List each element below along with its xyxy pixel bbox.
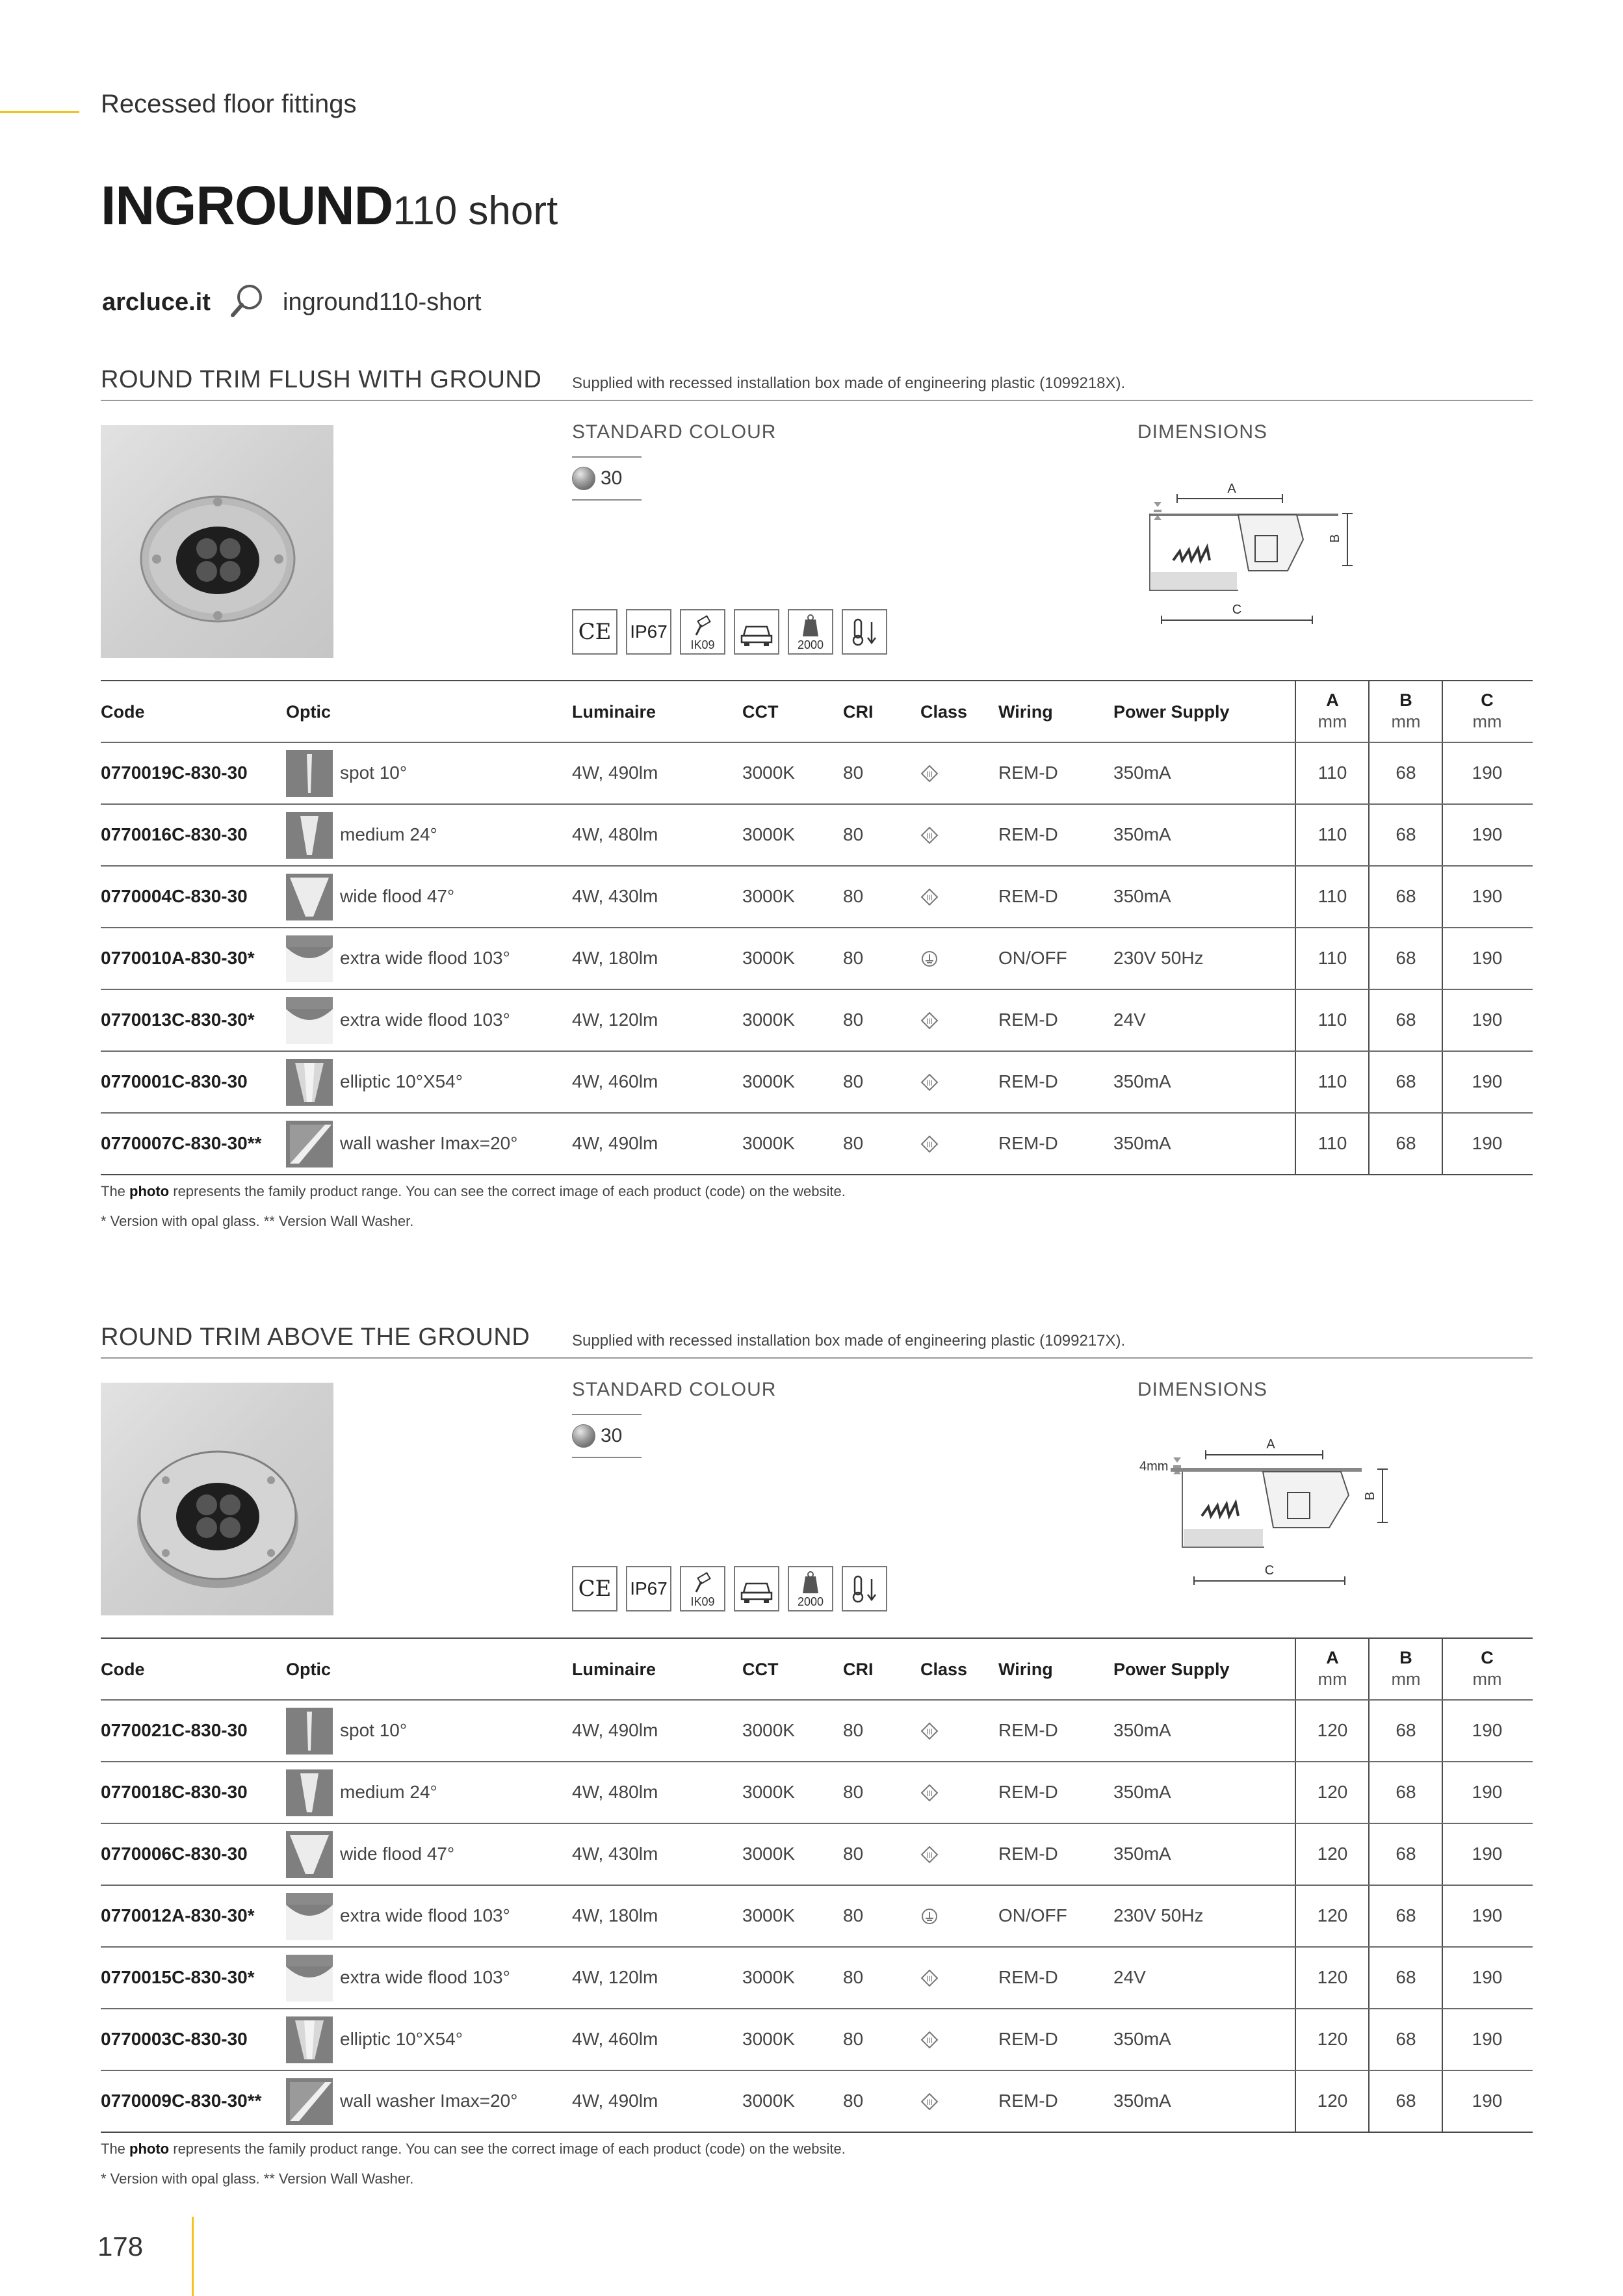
photo-note: The photo represents the family product range. You can see the correct image of each product (code) on the website.	[101, 2141, 846, 2157]
svg-text:4mm: 4mm	[1139, 1459, 1169, 1474]
cri-value: 80	[843, 1781, 864, 1802]
load-weight-icon: 2000	[788, 1566, 833, 1611]
colour-option[interactable]	[572, 456, 642, 501]
row-rule	[101, 1946, 1533, 1948]
standard-colour-label: STANDARD COLOUR	[572, 421, 777, 443]
colour-code: 30	[601, 467, 623, 489]
colour-swatch	[572, 1424, 595, 1448]
dim-c-value: 190	[1472, 824, 1503, 844]
wiring-value: REM-D	[998, 2090, 1058, 2111]
elliptic-optic-icon	[286, 1059, 333, 1106]
dim-a-value: 120	[1317, 1905, 1348, 1925]
col-optic: Optic	[286, 1660, 331, 1679]
svg-text:A: A	[1227, 482, 1236, 496]
class-3-icon	[920, 888, 939, 906]
optic-label: extra wide flood 103°	[340, 1905, 510, 1925]
power-supply-value: 350mA	[1113, 1719, 1171, 1740]
row-rule	[101, 742, 1533, 743]
dim-b-value: 68	[1396, 762, 1416, 783]
dim-c-value: 190	[1472, 885, 1503, 906]
optic-label: spot 10°	[340, 1719, 408, 1740]
dim-a-value: 110	[1318, 1071, 1347, 1091]
dim-a-value: 110	[1318, 947, 1347, 968]
dim-b-value: 68	[1396, 2028, 1416, 2049]
power-supply-value: 350mA	[1113, 1781, 1171, 1802]
power-supply-value: 350mA	[1113, 1071, 1171, 1091]
low-temperature-icon	[842, 1566, 887, 1611]
wiring-value: ON/OFF	[998, 1905, 1067, 1925]
low-temperature-icon	[842, 609, 887, 655]
wiring-value: ON/OFF	[998, 947, 1067, 968]
product-code[interactable]: 0770021C-830-30	[101, 1719, 248, 1740]
colour-swatch	[572, 467, 595, 490]
luminaire-value: 4W, 490lm	[572, 762, 658, 783]
power-supply-value: 230V 50Hz	[1113, 1905, 1204, 1925]
row-rule	[101, 865, 1533, 867]
ip67-icon: IP67	[626, 609, 671, 655]
wiring-value: REM-D	[998, 1966, 1058, 1987]
wiring-value: REM-D	[998, 762, 1058, 783]
ik09-hammer-icon: IK09	[680, 609, 725, 655]
dim-c-value: 190	[1472, 762, 1503, 783]
col-c: C mm	[1472, 1648, 1502, 1689]
power-supply-value: 350mA	[1113, 1843, 1171, 1864]
col-luminaire: Luminaire	[572, 702, 656, 722]
page-number: 178	[97, 2231, 144, 2262]
dim-c-value: 190	[1472, 1781, 1503, 1802]
dim-a-value: 110	[1318, 1009, 1347, 1030]
cct-value: 3000K	[742, 947, 795, 968]
svg-text:III: III	[926, 1788, 933, 1798]
luminaire-value: 4W, 430lm	[572, 885, 658, 906]
product-code[interactable]: 0770016C-830-30	[101, 824, 248, 844]
cri-value: 80	[843, 1719, 864, 1740]
supplied-note: Supplied with recessed installation box made of engineering plastic (1099218X).	[572, 374, 1126, 392]
dim-a-value: 120	[1317, 1966, 1348, 1987]
cct-value: 3000K	[742, 1905, 795, 1925]
wiring-value: REM-D	[998, 1843, 1058, 1864]
product-code[interactable]: 0770013C-830-30*	[101, 1009, 255, 1030]
ik09-hammer-icon: IK09	[680, 1566, 725, 1611]
dim-c-value: 190	[1472, 1132, 1503, 1153]
load-weight-icon: 2000	[788, 609, 833, 655]
cri-value: 80	[843, 1132, 864, 1153]
class-3-icon	[920, 1969, 939, 1987]
svg-text:III: III	[926, 831, 933, 841]
cri-value: 80	[843, 1843, 864, 1864]
col-power-supply: Power Supply	[1113, 1660, 1230, 1679]
table-bottom-rule	[101, 1174, 1533, 1175]
luminaire-value: 4W, 180lm	[572, 1905, 658, 1925]
search-icon[interactable]	[229, 283, 265, 319]
dim-c-value: 190	[1472, 1719, 1503, 1740]
dim-c-value: 190	[1472, 2090, 1503, 2111]
header-accent-line	[0, 111, 79, 113]
product-code[interactable]: 0770009C-830-30**	[101, 2090, 262, 2111]
row-rule	[101, 927, 1533, 928]
row-rule	[101, 2008, 1533, 2009]
cct-value: 3000K	[742, 1781, 795, 1802]
elliptic-optic-icon	[286, 2016, 333, 2063]
power-supply-value: 24V	[1113, 1966, 1146, 1987]
dimension-drawing	[1134, 1430, 1394, 1586]
class-3-icon	[920, 2031, 939, 2049]
dimensions-label: DIMENSIONS	[1137, 1379, 1268, 1400]
col-luminaire: Luminaire	[572, 1660, 656, 1679]
cri-value: 80	[843, 947, 864, 968]
row-rule	[101, 1761, 1533, 1762]
class-3-icon	[920, 1784, 939, 1802]
dim-c-value: 190	[1472, 2028, 1503, 2049]
dimensions-label: DIMENSIONS	[1137, 421, 1268, 443]
standard-colour-label: STANDARD COLOUR	[572, 1379, 777, 1400]
cri-value: 80	[843, 1905, 864, 1925]
dimension-drawing	[1134, 475, 1355, 624]
table-top-rule	[101, 680, 1533, 681]
extra-wide-optic-icon	[286, 1955, 333, 2002]
col-cri: CRI	[843, 702, 874, 722]
product-code[interactable]: 0770007C-830-30**	[101, 1132, 262, 1153]
svg-text:III: III	[926, 2035, 933, 2045]
luminaire-value: 4W, 430lm	[572, 1843, 658, 1864]
power-supply-value: 24V	[1113, 1009, 1146, 1030]
dim-c-value: 190	[1472, 1843, 1503, 1864]
product-code[interactable]: 0770015C-830-30*	[101, 1966, 255, 1987]
cri-value: 80	[843, 2090, 864, 2111]
class-3-icon	[920, 1011, 939, 1030]
product-code[interactable]: 0770001C-830-30	[101, 1071, 248, 1091]
spot-optic-icon	[286, 1708, 333, 1755]
wide-flood-optic-icon	[286, 1831, 333, 1878]
cct-value: 3000K	[742, 1009, 795, 1030]
wiring-value: REM-D	[998, 1132, 1058, 1153]
ip67-icon: IP67	[626, 1566, 671, 1611]
cct-value: 3000K	[742, 824, 795, 844]
cct-value: 3000K	[742, 1843, 795, 1864]
dim-a-value: 110	[1318, 762, 1347, 783]
dim-a-value: 120	[1317, 1843, 1348, 1864]
spot-optic-icon	[286, 750, 333, 797]
power-supply-value: 350mA	[1113, 824, 1171, 844]
wide-flood-optic-icon	[286, 874, 333, 920]
cct-value: 3000K	[742, 1966, 795, 1987]
section-title: ROUND TRIM ABOVE THE GROUND	[101, 1324, 530, 1351]
colour-option[interactable]	[572, 1414, 642, 1458]
svg-text:III: III	[926, 1016, 933, 1026]
dim-b-value: 68	[1396, 824, 1416, 844]
optic-label: elliptic 10°X54°	[340, 1071, 463, 1091]
optic-label: medium 24°	[340, 824, 437, 844]
luminaire-value: 4W, 490lm	[572, 1719, 658, 1740]
row-rule	[101, 803, 1533, 805]
title-bold: INGROUND	[101, 175, 393, 236]
col-b: B mm	[1391, 690, 1421, 731]
row-rule	[101, 1823, 1533, 1824]
dim-c-value: 190	[1472, 1071, 1503, 1091]
optic-label: extra wide flood 103°	[340, 1009, 510, 1030]
cri-value: 80	[843, 885, 864, 906]
row-rule	[101, 1112, 1533, 1114]
dim-b-value: 68	[1396, 1843, 1416, 1864]
product-code[interactable]: 0770012A-830-30*	[101, 1905, 255, 1925]
photo-note: The photo represents the family product range. You can see the correct image of each product (code) on the website.	[101, 1183, 846, 1199]
col-class: Class	[920, 1660, 968, 1679]
dim-b-value: 68	[1396, 1905, 1416, 1925]
dim-a-value: 120	[1317, 1719, 1348, 1740]
colour-code: 30	[601, 1425, 623, 1446]
wiring-value: REM-D	[998, 1781, 1058, 1802]
col-cri: CRI	[843, 1660, 874, 1679]
dim-a-value: 110	[1318, 1132, 1347, 1153]
product-code[interactable]: 0770018C-830-30	[101, 1781, 248, 1802]
dim-b-value: 68	[1396, 1132, 1416, 1153]
class-3-icon	[920, 826, 939, 844]
section-divider	[101, 400, 1533, 401]
dim-c-value: 190	[1472, 1966, 1503, 1987]
supplied-note: Supplied with recessed installation box made of engineering plastic (1099217X).	[572, 1332, 1126, 1350]
col-cct: CCT	[742, 1660, 779, 1679]
dim-a-value: 120	[1317, 2090, 1348, 2111]
optic-label: wide flood 47°	[340, 885, 455, 906]
col-cct: CCT	[742, 702, 779, 722]
cri-value: 80	[843, 762, 864, 783]
optic-label: extra wide flood 103°	[340, 1966, 510, 1987]
col-wiring: Wiring	[998, 1660, 1053, 1679]
site-link[interactable]: arcluce.it	[102, 289, 211, 316]
dim-b-value: 68	[1396, 1966, 1416, 1987]
wiring-value: REM-D	[998, 1719, 1058, 1740]
luminaire-value: 4W, 180lm	[572, 947, 658, 968]
optic-label: extra wide flood 103°	[340, 947, 510, 968]
dim-c-value: 190	[1472, 947, 1503, 968]
cri-value: 80	[843, 2028, 864, 2049]
wiring-value: REM-D	[998, 1071, 1058, 1091]
col-a: A mm	[1318, 690, 1347, 731]
medium-optic-icon	[286, 812, 333, 859]
luminaire-image	[101, 425, 333, 658]
row-rule	[101, 1050, 1533, 1052]
dim-b-value: 68	[1396, 885, 1416, 906]
optic-label: elliptic 10°X54°	[340, 2028, 463, 2049]
svg-text:III: III	[926, 1727, 933, 1736]
dim-a-value: 110	[1318, 824, 1347, 844]
table-top-rule	[101, 1637, 1533, 1639]
luminaire-value: 4W, 460lm	[572, 1071, 658, 1091]
class-3-icon	[920, 764, 939, 783]
col-class: Class	[920, 702, 968, 722]
luminaire-value: 4W, 480lm	[572, 1781, 658, 1802]
col-wiring: Wiring	[998, 702, 1053, 722]
svg-text:III: III	[926, 1974, 933, 1983]
medium-optic-icon	[286, 1769, 333, 1816]
extra-wide-optic-icon	[286, 997, 333, 1044]
wiring-value: REM-D	[998, 885, 1058, 906]
wall-washer-optic-icon	[286, 2078, 333, 2125]
optic-label: wide flood 47°	[340, 1843, 455, 1864]
footer-accent-line	[192, 2217, 194, 2296]
power-supply-value: 230V 50Hz	[1113, 947, 1204, 968]
col-code: Code	[101, 1660, 145, 1679]
cct-value: 3000K	[742, 1071, 795, 1091]
svg-text:III: III	[926, 893, 933, 902]
power-supply-value: 350mA	[1113, 2090, 1171, 2111]
cri-value: 80	[843, 1966, 864, 1987]
cct-value: 3000K	[742, 1719, 795, 1740]
dim-b-value: 68	[1396, 1009, 1416, 1030]
footnote: * Version with opal glass. ** Version Wall Washer.	[101, 1213, 414, 1229]
dim-a-value: 110	[1318, 885, 1347, 906]
luminaire-value: 4W, 490lm	[572, 2090, 658, 2111]
product-code[interactable]: 0770019C-830-30	[101, 762, 248, 783]
luminaire-value: 4W, 490lm	[572, 1132, 658, 1153]
wiring-value: REM-D	[998, 1009, 1058, 1030]
title-light: 110 short	[393, 189, 558, 233]
dim-a-value: 120	[1317, 2028, 1348, 2049]
cri-value: 80	[843, 1009, 864, 1030]
col-c: C mm	[1472, 690, 1502, 731]
table-bottom-rule	[101, 2132, 1533, 2133]
luminaire-value: 4W, 120lm	[572, 1009, 658, 1030]
dim-b-value: 68	[1396, 2090, 1416, 2111]
power-supply-value: 350mA	[1113, 762, 1171, 783]
dim-b-value: 68	[1396, 1071, 1416, 1091]
category-label: Recessed floor fittings	[101, 90, 357, 118]
row-rule	[101, 2070, 1533, 2071]
row-rule	[101, 989, 1533, 990]
extra-wide-optic-icon	[286, 935, 333, 982]
class-3-icon	[920, 2093, 939, 2111]
dim-b-value: 68	[1396, 947, 1416, 968]
svg-text:B: B	[1363, 1491, 1377, 1500]
ce-mark-icon: CE	[572, 609, 617, 655]
cct-value: 3000K	[742, 2028, 795, 2049]
section-title: ROUND TRIM FLUSH WITH GROUND	[101, 366, 542, 393]
col-code: Code	[101, 702, 145, 722]
cct-value: 3000K	[742, 2090, 795, 2111]
luminaire-image	[101, 1383, 333, 1615]
dim-a-value: 120	[1317, 1781, 1348, 1802]
svg-text:III: III	[926, 1850, 933, 1860]
optic-label: medium 24°	[340, 1781, 437, 1802]
svg-text:III: III	[926, 769, 933, 779]
footnote: * Version with opal glass. ** Version Wall Washer.	[101, 2171, 414, 2187]
class-1-icon	[920, 950, 939, 968]
class-1-icon	[920, 1907, 939, 1925]
power-supply-value: 350mA	[1113, 1132, 1171, 1153]
cct-value: 3000K	[742, 885, 795, 906]
col-power-supply: Power Supply	[1113, 702, 1230, 722]
row-rule	[101, 1699, 1533, 1701]
wall-washer-optic-icon	[286, 1121, 333, 1168]
product-code[interactable]: 0770010A-830-30*	[101, 947, 255, 968]
power-supply-value: 350mA	[1113, 885, 1171, 906]
class-3-icon	[920, 1073, 939, 1091]
product-photo	[101, 425, 333, 658]
class-3-icon	[920, 1135, 939, 1153]
wiring-value: REM-D	[998, 824, 1058, 844]
wiring-value: REM-D	[998, 2028, 1058, 2049]
svg-text:III: III	[926, 2097, 933, 2107]
product-code[interactable]: 0770004C-830-30	[101, 885, 248, 906]
svg-text:III: III	[926, 1078, 933, 1088]
optic-label: spot 10°	[340, 762, 408, 783]
drive-over-car-icon	[734, 1566, 779, 1611]
luminaire-value: 4W, 480lm	[572, 824, 658, 844]
optic-label: wall washer Imax=20°	[340, 1132, 518, 1153]
svg-text:C: C	[1264, 1563, 1275, 1578]
product-code[interactable]: 0770006C-830-30	[101, 1843, 248, 1864]
cct-value: 3000K	[742, 1132, 795, 1153]
ce-mark-icon: CE	[572, 1566, 617, 1611]
section-divider	[101, 1357, 1533, 1359]
product-photo	[101, 1383, 333, 1615]
svg-text:B: B	[1328, 534, 1342, 543]
row-rule	[101, 1885, 1533, 1886]
svg-text:C: C	[1232, 603, 1242, 617]
luminaire-value: 4W, 460lm	[572, 2028, 658, 2049]
class-3-icon	[920, 1846, 939, 1864]
optic-label: wall washer Imax=20°	[340, 2090, 518, 2111]
dim-c-value: 190	[1472, 1009, 1503, 1030]
svg-text:III: III	[926, 1140, 933, 1149]
cri-value: 80	[843, 1071, 864, 1091]
luminaire-value: 4W, 120lm	[572, 1966, 658, 1987]
dim-b-value: 68	[1396, 1719, 1416, 1740]
page-title	[101, 174, 558, 237]
drive-over-car-icon	[734, 609, 779, 655]
extra-wide-optic-icon	[286, 1893, 333, 1940]
class-3-icon	[920, 1722, 939, 1740]
cct-value: 3000K	[742, 762, 795, 783]
dim-b-value: 68	[1396, 1781, 1416, 1802]
col-optic: Optic	[286, 702, 331, 722]
svg-text:A: A	[1266, 1437, 1275, 1452]
col-b: B mm	[1391, 1648, 1421, 1689]
cri-value: 80	[843, 824, 864, 844]
power-supply-value: 350mA	[1113, 2028, 1171, 2049]
search-term[interactable]: inground110-short	[283, 289, 482, 316]
product-code[interactable]: 0770003C-830-30	[101, 2028, 248, 2049]
col-a: A mm	[1318, 1648, 1347, 1689]
dim-c-value: 190	[1472, 1905, 1503, 1925]
